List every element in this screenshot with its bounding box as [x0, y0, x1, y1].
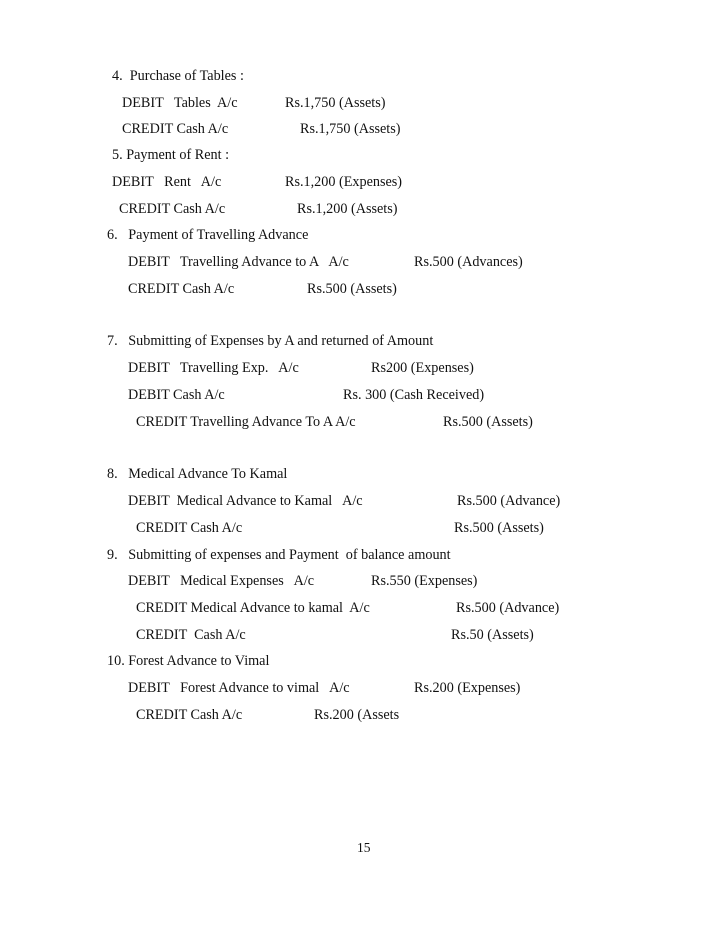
- credit-line: CREDIT Cash A/c: [128, 281, 235, 297]
- credit-line: CREDIT Cash A/c: [122, 121, 229, 137]
- debit-amount: Rs.200 (Expenses): [414, 680, 521, 696]
- entry-heading-6: 6. Payment of Travelling Advance: [107, 227, 309, 243]
- credit-line: CREDIT Medical Advance to kamal A/c: [136, 600, 370, 616]
- credit-amount: Rs.500 (Assets): [307, 281, 397, 297]
- entry-heading-5: 5. Payment of Rent :: [112, 147, 230, 163]
- credit-amount: Rs.500 (Assets): [454, 520, 544, 536]
- credit-line: CREDIT Cash A/c: [136, 627, 246, 643]
- entry-heading-4: 4. Purchase of Tables :: [112, 68, 244, 84]
- entry-heading-10: 10. Forest Advance to Vimal: [107, 653, 270, 669]
- credit-line: CREDIT Cash A/c: [136, 707, 243, 723]
- entry-heading-8: 8. Medical Advance To Kamal: [107, 466, 288, 482]
- debit-amount: Rs.550 (Expenses): [371, 573, 478, 589]
- page-number: 15: [357, 840, 371, 855]
- credit-amount: Rs.500 (Assets): [443, 414, 533, 430]
- debit-amount: Rs.500 (Advance): [457, 493, 561, 509]
- debit-amount: Rs.1,750 (Assets): [285, 95, 386, 111]
- entry-heading-7: 7. Submitting of Expenses by A and returned of Amount: [107, 333, 434, 349]
- debit-amount: Rs.1,200 (Expenses): [285, 174, 403, 190]
- debit-line: DEBIT Tables A/c: [122, 95, 238, 111]
- debit-line: DEBIT Cash A/c: [128, 387, 225, 403]
- credit-amount: Rs.500 (Advance): [456, 600, 560, 616]
- credit-line: CREDIT Travelling Advance To A A/c: [136, 414, 356, 430]
- debit-amount: Rs.500 (Advances): [414, 254, 523, 270]
- credit-line: CREDIT Cash A/c: [119, 201, 226, 217]
- credit-amount: Rs.1,750 (Assets): [300, 121, 401, 137]
- debit-line: DEBIT Travelling Exp. A/c: [128, 360, 299, 376]
- debit-amount: Rs200 (Expenses): [371, 360, 474, 376]
- debit-line: DEBIT Medical Expenses A/c: [128, 573, 315, 589]
- debit-line: DEBIT Rent A/c: [112, 174, 222, 190]
- debit-line: DEBIT Travelling Advance to A A/c: [128, 254, 349, 270]
- credit-amount: Rs.50 (Assets): [451, 627, 534, 643]
- entry-heading-9: 9. Submitting of expenses and Payment of balance amount: [107, 547, 451, 563]
- credit-line: CREDIT Cash A/c: [136, 520, 243, 536]
- debit-amount: Rs. 300 (Cash Received): [343, 387, 485, 403]
- credit-amount: Rs.200 (Assets: [314, 707, 400, 723]
- debit-line: DEBIT Forest Advance to vimal A/c: [128, 680, 350, 696]
- debit-line: DEBIT Medical Advance to Kamal A/c: [128, 493, 363, 509]
- credit-amount: Rs.1,200 (Assets): [297, 201, 398, 217]
